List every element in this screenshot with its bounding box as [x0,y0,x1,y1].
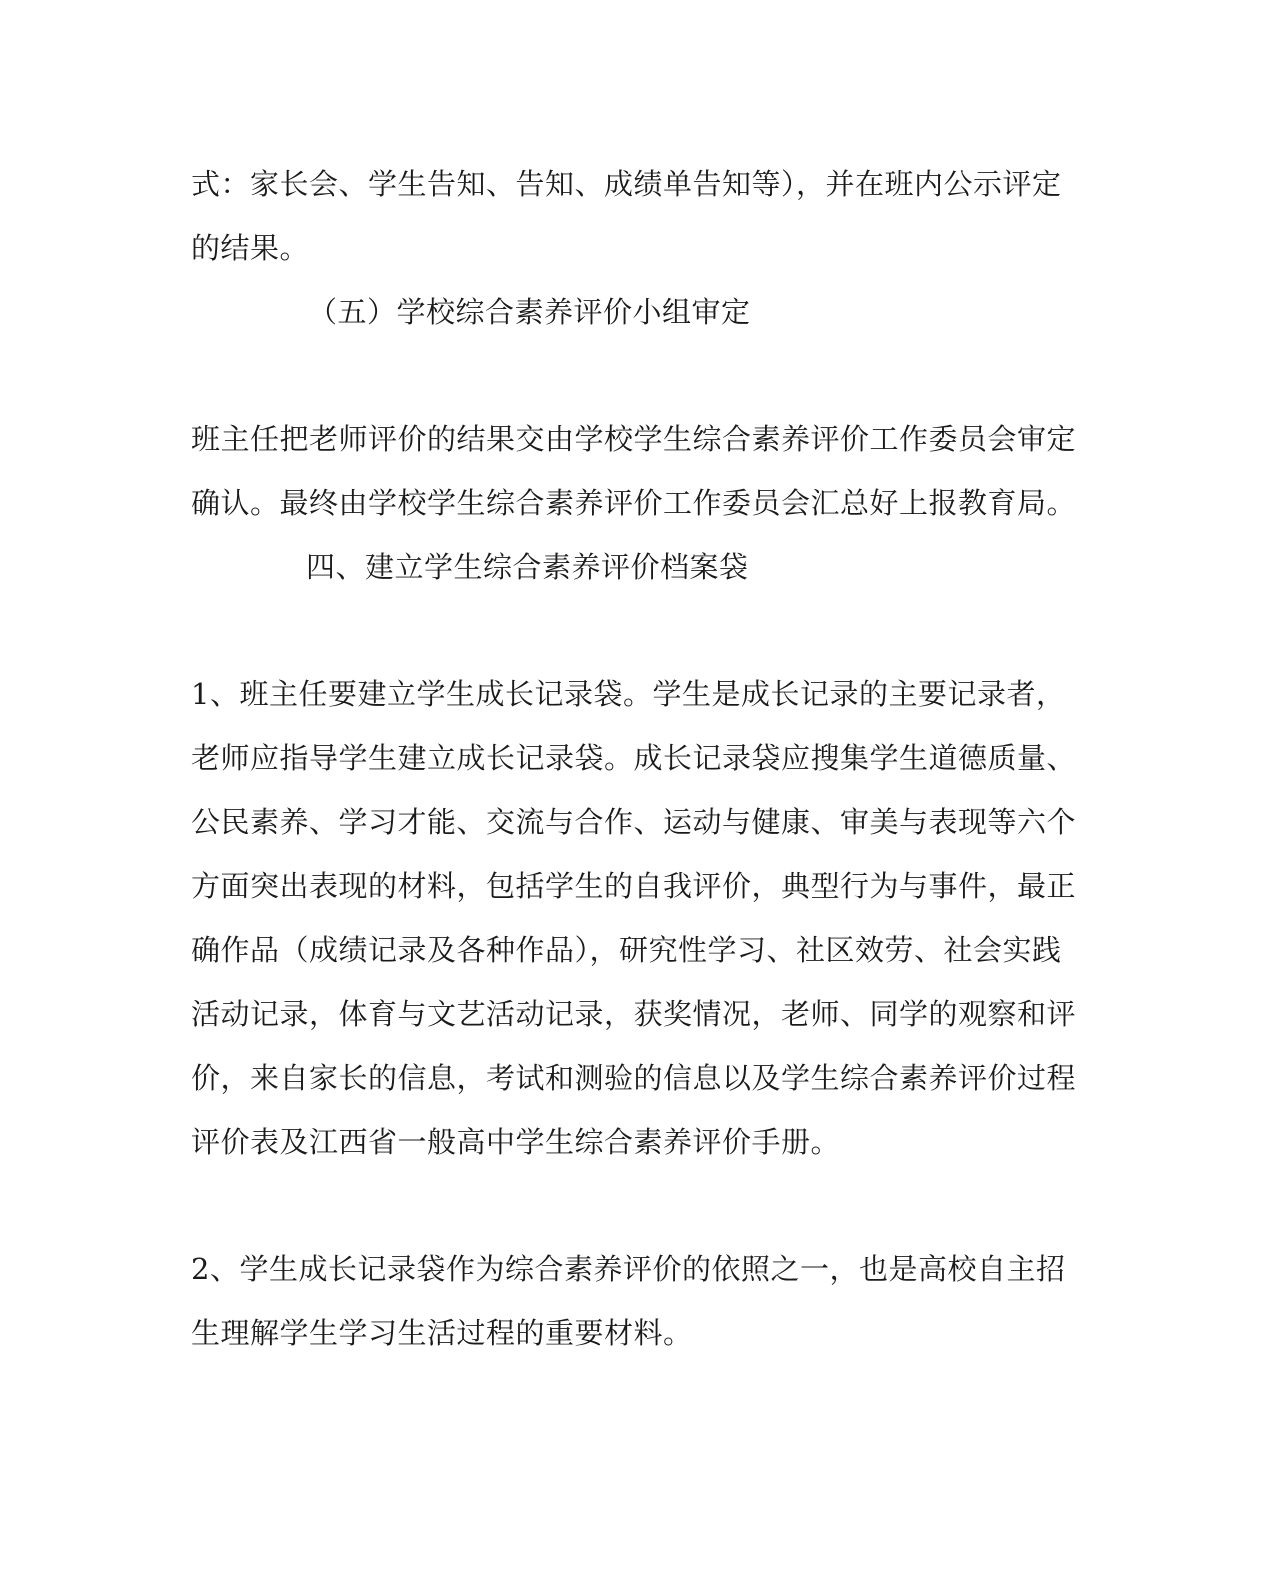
text-line: 老师应指导学生建立成长记录袋。成长记录袋应搜集学生道德质量、 [191,741,1077,775]
text-line: 2、学生成长记录袋作为综合素养评价的依照之一，也是高校自主招 [191,1252,1066,1286]
text-line: 确作品（成绩记录及各种作品），研究性学习、社区效劳、社会实践 [191,933,1062,967]
text-line: 1、班主任要建立学生成长记录袋。学生是成长记录的主要记录者， [191,677,1066,711]
text-line: 价，来自家长的信息，考试和测验的信息以及学生综合素养评价过程 [191,1061,1077,1095]
text-line: 的结果。 [191,231,310,265]
section-heading-four: 四、建立学生综合素养评价档案袋 [306,550,749,584]
text-line: 式：家长会、学生告知、告知、成绩单告知等），并在班内公示评定 [191,167,1062,201]
section-heading-five: （五）学校综合素养评价小组审定 [308,295,751,329]
text-line: 班主任把老师评价的结果交由学校学生综合素养评价工作委员会审定 [191,422,1077,456]
text-line: 公民素养、学习才能、交流与合作、运动与健康、审美与表现等六个 [191,805,1077,839]
text-line: 生理解学生学习生活过程的重要材料。 [191,1316,693,1350]
text-line: 方面突出表现的材料，包括学生的自我评价，典型行为与事件，最正 [191,869,1077,903]
text-line: 活动记录，体育与文艺活动记录，获奖情况，老师、同学的观察和评 [191,997,1077,1031]
text-line: 评价表及江西省一般高中学生综合素养评价手册。 [191,1125,841,1159]
text-line: 确认。最终由学校学生综合素养评价工作委员会汇总好上报教育局。 [191,486,1077,520]
